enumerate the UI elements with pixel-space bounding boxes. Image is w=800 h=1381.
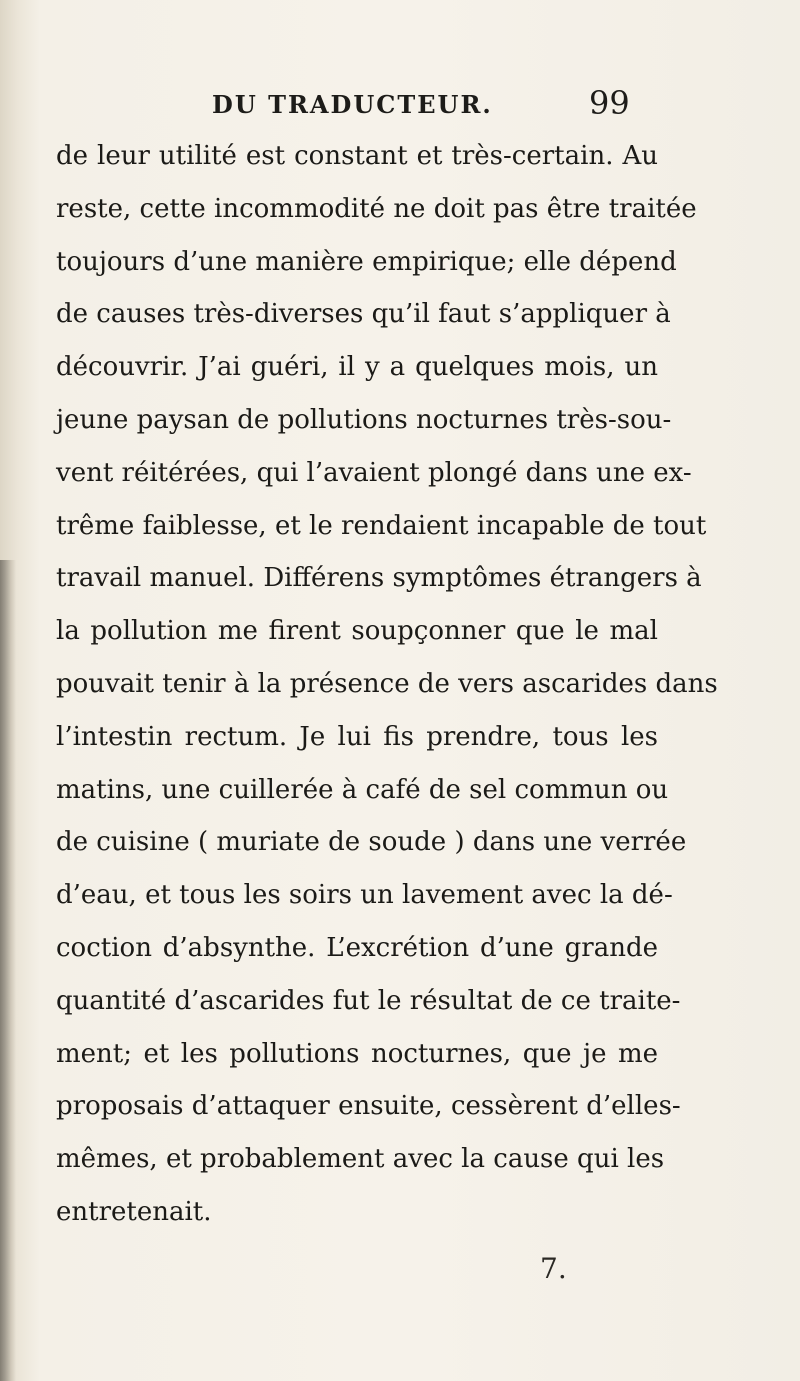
text-line: entretenait.	[56, 1196, 212, 1227]
text-line: jeune paysan de pollutions nocturnes très-sou-	[56, 404, 672, 435]
text-line: trême faiblesse, et le rendaient incapable de tout	[56, 510, 707, 541]
binding-gutter-shadow	[0, 560, 16, 1381]
text-line: découvrir. J’ai guéri, il y a quelques mois, un	[56, 352, 658, 383]
text-line: travail manuel. Différens symptômes étrangers à	[56, 563, 702, 594]
text-line: mêmes, et probablement avec la cause qui les	[56, 1144, 665, 1175]
body-paragraph	[56, 130, 718, 1239]
text-line: proposais d’attaquer ensuite, cessèrent d’elles-	[56, 1091, 681, 1122]
text-line: pouvait tenir à la présence de vers ascarides dans	[56, 668, 718, 699]
text-line: reste, cette incommodité ne doit pas être traitée	[56, 193, 697, 224]
text-line: ment; et les pollutions nocturnes, que je me	[56, 1038, 658, 1069]
text-line: de causes très-diverses qu’il faut s’appliquer à	[56, 299, 671, 330]
text-line: vent réitérées, qui l’avaient plongé dans une ex-	[56, 457, 692, 488]
page-number: 99	[589, 84, 630, 122]
text-line: de cuisine ( muriate de soude ) dans une verrée	[56, 827, 687, 858]
running-header	[0, 78, 800, 126]
text-line: coction d’absynthe. L’excrétion d’une grande	[56, 932, 658, 963]
running-title: DU TRADUCTEUR.	[212, 90, 493, 119]
signature-mark: 7.	[540, 1252, 567, 1285]
text-line: la pollution me firent soupçonner que le mal	[56, 616, 658, 647]
text-line: quantité d’ascarides fut le résultat de ce traite-	[56, 985, 681, 1016]
text-line: d’eau, et tous les soirs un lavement avec la dé-	[56, 880, 673, 911]
text-line: l’intestin rectum. Je lui fis prendre, tous les	[56, 721, 658, 752]
text-line: toujours d’une manière empirique; elle dépend	[56, 246, 677, 277]
text-line: matins, une cuillerée à café de sel commun ou	[56, 774, 669, 805]
text-line: de leur utilité est constant et très-certain. Au	[56, 141, 658, 171]
